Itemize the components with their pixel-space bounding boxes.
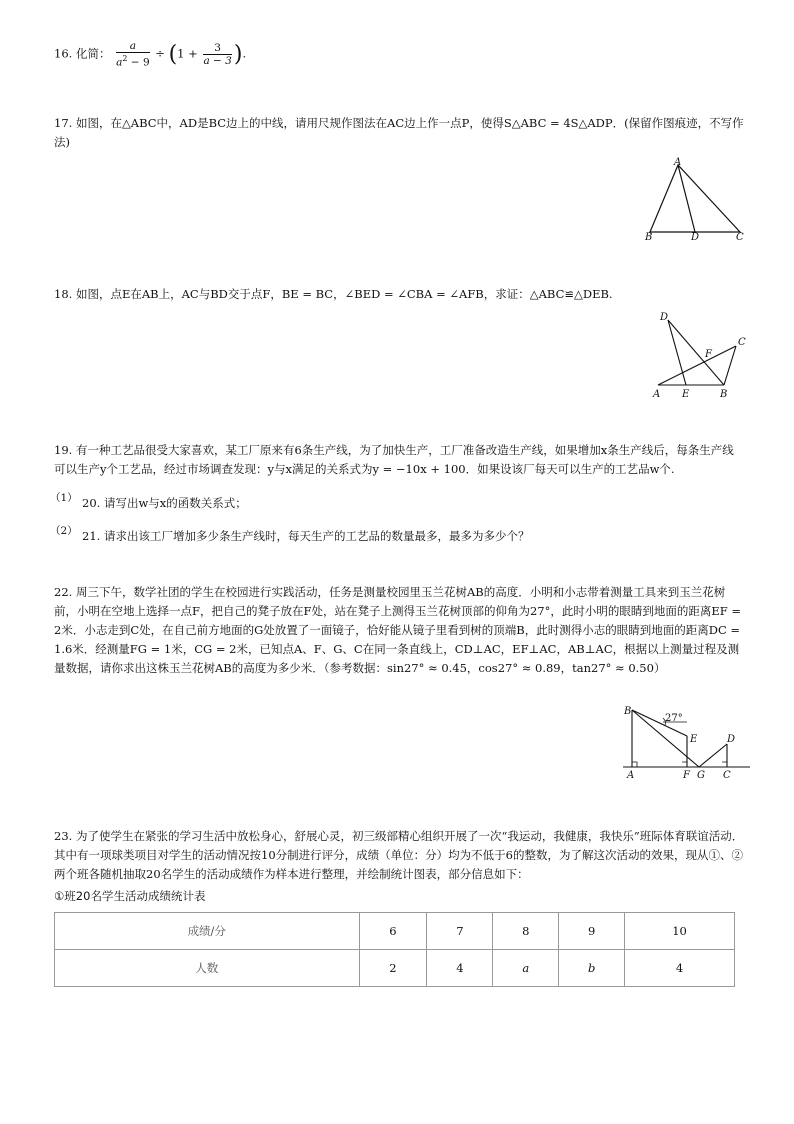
table-cell: a	[493, 950, 559, 987]
label-a: A	[674, 157, 682, 168]
table-cell: b	[559, 950, 625, 987]
table-caption: ①班20名学生活动成绩统计表	[54, 889, 206, 903]
label-f: F	[705, 349, 712, 360]
label-angle: 27°	[665, 713, 683, 724]
label-d: D	[691, 232, 700, 243]
label-f: F	[683, 770, 690, 781]
segment-ac	[658, 346, 736, 385]
table-cell: 4	[427, 950, 493, 987]
figure-triangle-abc	[640, 155, 750, 245]
question-17: 17. 如图，在△ABC中，AD是BC边上的中线，请用尺规作图法在AC边上作一点P，使得S△ABC = 4S△ADP．(保留作图痕迹，不写作法)	[54, 116, 744, 149]
question-18: 18. 如图，点E在AB上，AC与BD交于点F，BE = BC，∠BED = ∠CBA = ∠AFB，求证：△ABC≌△DEB.	[54, 287, 613, 301]
question-19: 19. 有一种工艺品很受大家喜欢，某工厂原来有6条生产线，为了加快生产，工厂准备改造生产线，如果增加x条生产线后，每条生产线可以生产y个工艺品，经过市场调查发现：y与x满足的关系式为y = −10x + 100．如果设该厂每天可以生产的工艺品w个.	[54, 443, 734, 476]
label-c: C	[723, 770, 731, 781]
fraction-a-over-a2-9: $\frac{a}{a^2 - 9}$	[116, 40, 150, 69]
table-cell: 人数	[55, 950, 360, 987]
label-c: C	[736, 232, 744, 243]
figure-tree-measurement	[615, 700, 755, 785]
label-b: B	[645, 232, 653, 243]
table-header-row	[55, 913, 735, 950]
right-angle-a	[632, 762, 637, 767]
table-cell: 6	[359, 913, 427, 950]
question-23: 23. 为了使学生在紧张的学习生活中放松身心，舒展心灵，初三级部精心组织开展了一次“我运动，我健康，我快乐”班际体育联谊活动．其中有一项球类项目对学生的活动情况按10分制进行评分，成绩（单位：分）均为不低于6的整数，为了解这次活动的效果，现从①、②两个班各随机抽取20名学生的活动成绩作为样本进行整理，并绘制统计图表，部分信息如下：	[54, 829, 744, 881]
right-angle-f	[682, 762, 687, 767]
question-16: 16. 化简： $\frac{a}{a^2 - 9}$ ÷ (1 + $\frac{3}{a - 3}$ ).	[54, 40, 247, 69]
label-b: B	[624, 706, 632, 717]
table-cell: 成绩/分	[55, 913, 360, 950]
question-21: 21. 请求出该工厂增加多少条生产线时，每天生产的工艺品的数量最多，最多为多少个？	[82, 529, 530, 543]
right-angle-c	[722, 762, 727, 767]
label-d: D	[727, 734, 736, 745]
part-1-marker: （1）	[50, 492, 78, 504]
table-cell: 4	[625, 950, 735, 987]
fraction-3-over-a-3: $\frac{3}{a - 3}$	[203, 41, 232, 67]
question-20: 20. 请写出w与x的函数关系式；	[82, 496, 247, 510]
label-c: C	[738, 337, 746, 348]
triangle-abc	[650, 165, 740, 232]
table-cell: 9	[559, 913, 625, 950]
label-e: E	[690, 734, 698, 745]
score-table	[54, 912, 735, 987]
table-row	[55, 950, 735, 987]
question-22: 22. 周三下午，数学社团的学生在校园进行实践活动，任务是测量校园里玉兰花树AB的高度．小明和小志带着测量工具来到玉兰花树前，小明在空地上选择一点F，把自己的凳子放在F处，站在凳子上测得玉兰花树顶部的仰角为27°，此时小明的眼睛到地面的距离EF = 2米．小志走到C处，在自己前方地面的G处放置了一面镜子，恰好能从镜子里看到树的顶端B，此时测得小志的眼睛到地面的距离DC = 1.6米．经测量FG = 1米，CG = 2米，已知点A、F、G、C在同一条直线上，CD⊥AC，EF⊥AC，AB⊥AC，根据以上测量过程及测量数据，请你求出这株玉兰花树AB的高度为多少米．（参考数据：sin27° ≈ 0.45，cos27° ≈ 0.89，tan27° ≈ 0.50）	[54, 585, 742, 675]
table-cell: 10	[625, 913, 735, 950]
part-2-marker: （2）	[50, 525, 78, 537]
label-a: A	[653, 389, 661, 400]
table-cell: 2	[359, 950, 427, 987]
figure-congruent-triangles	[650, 310, 750, 402]
line-gd	[699, 744, 727, 767]
label-a: A	[627, 770, 635, 781]
table-cell: 7	[427, 913, 493, 950]
label-g: G	[697, 770, 705, 781]
segment-bc	[724, 346, 736, 385]
label-e: E	[682, 389, 690, 400]
table-cell: 8	[493, 913, 559, 950]
label-b: B	[720, 389, 728, 400]
label-d: D	[660, 312, 669, 323]
